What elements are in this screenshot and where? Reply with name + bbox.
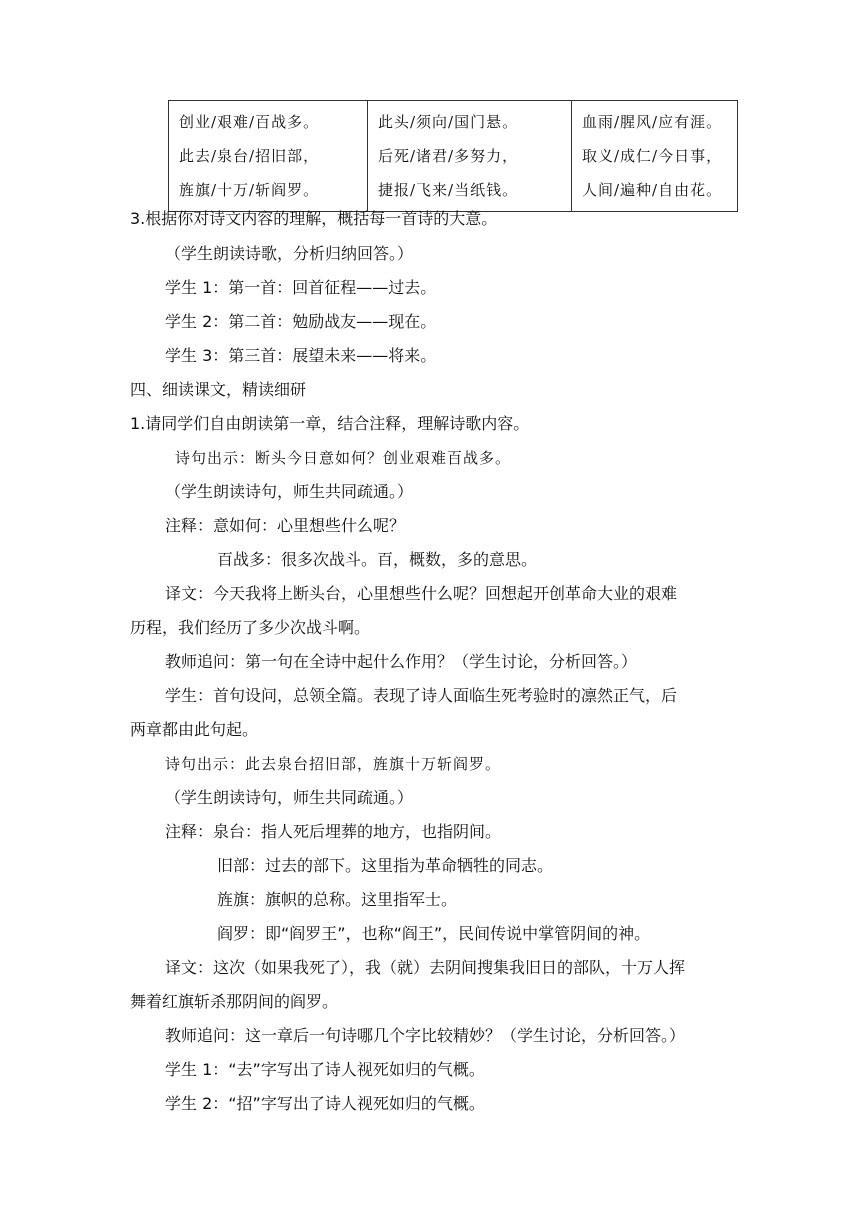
student-answer: 学生 1：“去”字写出了诗人视死如归的气概。 [165,1060,485,1079]
poem-cell-3 [572,101,738,212]
annotation: 注释：意如何：心里想些什么呢？ [165,516,406,535]
table-row [169,101,738,212]
teacher-question: 教师追问：第一句在全诗中起什么作用？（学生讨论，分析回答。） [165,652,638,671]
poem-line: 人间/遍种/自由花。 [582,181,723,199]
section-heading: 四、细读课文，精读细研 [130,380,307,399]
poem-line: 血雨/腥风/应有涯。 [582,113,723,131]
student-answer-3: 学生 3：第三首：展望未来——将来。 [165,346,437,365]
student-answer-1: 学生 1：第一首：回首征程——过去。 [165,278,437,297]
student-answer: 学生 2：“招”字写出了诗人视死如归的气概。 [165,1094,485,1113]
poem-quote-1: 诗句出示：断头今日意如何？创业艰难百战多。 [175,449,512,467]
poem-line: 此头/须向/国门悬。 [378,113,519,131]
student-reading-note: （学生朗读诗歌，分析归纳回答。） [165,244,414,263]
student-answer-2: 学生 2：第二首：勉励战友——现在。 [165,312,437,331]
teacher-question: 教师追问：这一章后一句诗哪几个字比较精妙？（学生讨论，分析回答。） [165,1026,686,1045]
reading-note: （学生朗读诗句，师生共同疏通。） [165,788,414,807]
poem-line: 捷报/飞来/当纸钱。 [378,181,519,199]
annotation: 旌旗：旗帜的总称。这里指军士。 [217,890,458,909]
annotation: 阎罗：即“阎罗王”，也称“阎王”，民间传说中掌管阴间的神。 [217,924,651,943]
poem-table [168,100,738,212]
translation-line: 历程，我们经历了多少次战斗啊。 [130,618,371,637]
annotation: 旧部：过去的部下。这里指为革命牺牲的同志。 [217,856,554,875]
question-3: 3.根据你对诗文内容的理解，概括每一首诗的大意。 [130,209,498,228]
translation-line: 译文：今天我将上断头台，心里想些什么呢？回想起开创革命大业的艰难 [165,584,678,603]
poem-line: 取义/成仁/今日事， [582,147,723,165]
poem-line: 后死/诸君/多努力， [378,147,519,165]
poem-cell-2 [368,101,572,212]
annotation: 注释：泉台：指人死后埋葬的地方，也指阴间。 [165,822,502,841]
translation-line: 舞着红旗斩杀那阴间的阎罗。 [130,992,339,1011]
poem-cell-1 [169,101,368,212]
annotation: 百战多：很多次战斗。百，概数，多的意思。 [217,550,538,569]
poem-quote-2: 诗句出示：此去泉台招旧部，旌旗十万斩阎罗。 [165,755,502,773]
poem-line: 此去/泉台/招旧部， [179,147,320,165]
student-answer: 两章都由此句起。 [130,720,259,739]
translation-line: 译文：这次（如果我死了），我（就）去阴间搜集我旧日的部队，十万人挥 [165,958,686,977]
reading-note: （学生朗读诗句，师生共同疏通。） [165,482,414,501]
poem-line: 旌旗/十万/斩阎罗。 [179,181,320,199]
instruction-1: 1.请同学们自由朗读第一章，结合注释，理解诗歌内容。 [130,414,530,433]
poem-line: 创业/艰难/百战多。 [179,113,320,131]
student-answer: 学生：首句设问，总领全篇。表现了诗人面临生死考验时的凛然正气，后 [165,686,678,705]
